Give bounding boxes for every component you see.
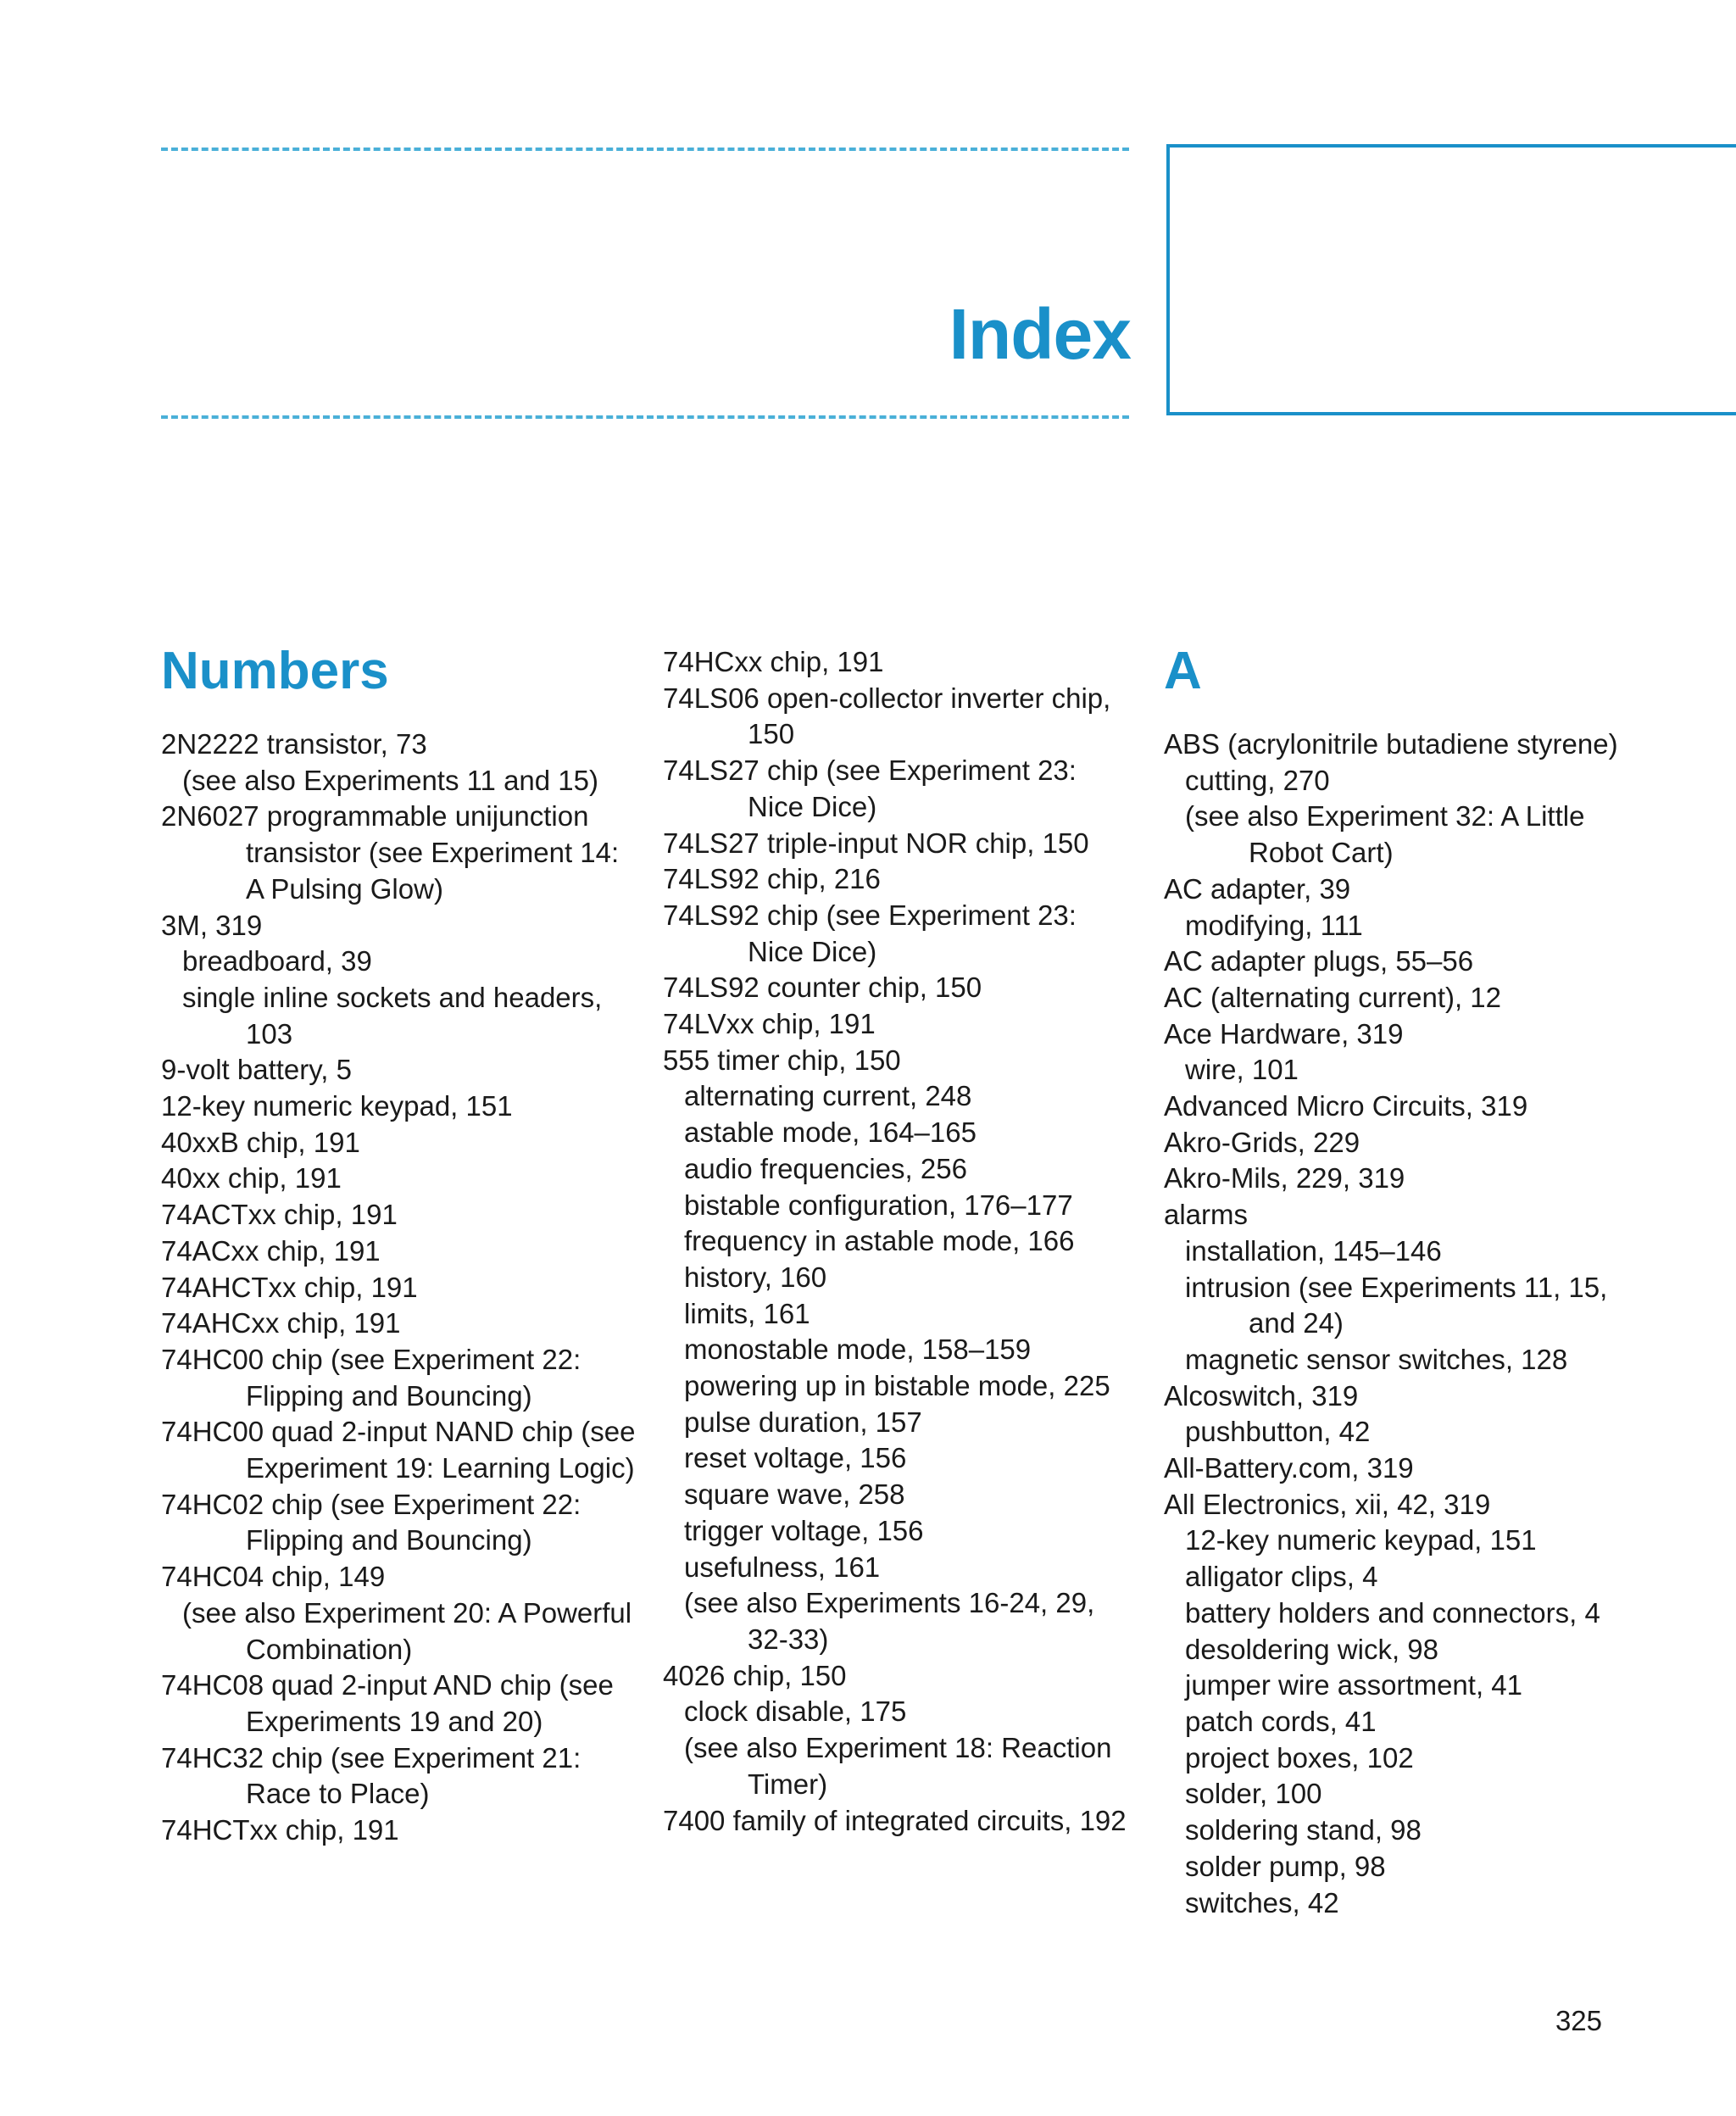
index-subentry: audio frequencies, 256: [684, 1152, 967, 1184]
index-entry: AC adapter plugs, 55–56: [1164, 945, 1474, 977]
index-entry: 74LS27 chip (see Experiment 23: Nice Dice): [663, 755, 1077, 822]
index-entry: 40xx chip, 191: [161, 1162, 342, 1194]
index-entry: 74ACTxx chip, 191: [161, 1199, 398, 1231]
index-subentry: magnetic sensor switches, 128: [1185, 1343, 1568, 1375]
index-subentry: soldering stand, 98: [1185, 1814, 1422, 1846]
index-subentry: square wave, 258: [684, 1478, 905, 1511]
entry-list: [663, 644, 1138, 1839]
index-entry: AC adapter, 39: [1164, 872, 1351, 905]
index-entry: 74LS92 counter chip, 150: [663, 972, 982, 1004]
index-entry: 74LS92 chip (see Experiment 23: Nice Dice): [663, 899, 1077, 967]
index-entry: 2N6027 programmable unijunction transistor (see Experiment 14: A Pulsing Glow): [161, 800, 620, 905]
index-subentry: pulse duration, 157: [684, 1406, 922, 1438]
index-subentry: alligator clips, 4: [1185, 1561, 1378, 1593]
index-subentry: solder pump, 98: [1185, 1850, 1386, 1882]
index-entry: Ace Hardware, 319: [1164, 1017, 1404, 1050]
index-entry: 74HC02 chip (see Experiment 22: Flipping and Bouncing): [161, 1488, 581, 1556]
index-entry: Akro-Grids, 229: [1164, 1126, 1360, 1158]
index-entry: 74HC32 chip (see Experiment 21: Race to Place): [161, 1741, 581, 1810]
index-entry: Alcoswitch, 319: [1164, 1379, 1359, 1412]
index-subentry: installation, 145–146: [1185, 1234, 1442, 1267]
entry-list: [1164, 727, 1655, 1921]
index-entry: 3M, 319: [161, 909, 263, 941]
index-subentry: (see also Experiment 18: Reaction Timer): [684, 1732, 1112, 1800]
page-number: 325: [1555, 2005, 1602, 2036]
index-entry: 4026 chip, 150: [663, 1659, 847, 1691]
index-entry: 2N2222 transistor, 73: [161, 728, 427, 760]
index-subentry: project boxes, 102: [1185, 1741, 1414, 1774]
index-subentry: history, 160: [684, 1261, 827, 1293]
index-entry: AC (alternating current), 12: [1164, 981, 1502, 1013]
index-subentry: clock disable, 175: [684, 1696, 907, 1728]
index-entry: All Electronics, xii, 42, 319: [1164, 1488, 1491, 1520]
index-subentry: monostable mode, 158–159: [684, 1334, 1032, 1366]
index-subentry: (see also Experiment 32: A Little Robot Cart): [1185, 800, 1585, 869]
index-subentry: patch cords, 41: [1185, 1705, 1377, 1737]
index-entry: 74LS92 chip, 216: [663, 863, 881, 895]
index-subentry: bistable configuration, 176–177: [684, 1189, 1073, 1221]
index-subentry: reset voltage, 156: [684, 1442, 907, 1474]
index-entry: Akro-Mils, 229, 319: [1164, 1162, 1405, 1194]
index-subentry: solder, 100: [1185, 1778, 1322, 1810]
entry-list: [161, 727, 636, 1849]
index-subentry: pushbutton, 42: [1185, 1416, 1371, 1448]
index-subentry: trigger voltage, 156: [684, 1514, 924, 1546]
index-entry: 74HC08 quad 2-input AND chip (see Experiments 19 and 20): [161, 1669, 614, 1737]
index-subentry: battery holders and connectors, 4: [1185, 1596, 1600, 1629]
index-subentry: limits, 161: [684, 1297, 810, 1329]
index-entry: 74HC00 quad 2-input NAND chip (see Experiment 19: Learning Logic): [161, 1416, 636, 1484]
index-subentry: powering up in bistable mode, 225: [684, 1370, 1110, 1402]
index-subentry: intrusion (see Experiments 11, 15, and 24): [1185, 1271, 1608, 1339]
index-entry: 74HC00 chip (see Experiment 22: Flipping and Bouncing): [161, 1343, 581, 1412]
index-entry: 74HCxx chip, 191: [663, 646, 884, 677]
index-subentry: (see also Experiment 20: A Powerful Combination): [182, 1596, 632, 1665]
index-subentry: 12-key numeric keypad, 151: [1185, 1524, 1537, 1556]
index-entry: 12-key numeric keypad, 151: [161, 1090, 513, 1122]
index-entry: 40xxB chip, 191: [161, 1126, 360, 1158]
index-subentry: alternating current, 248: [684, 1080, 972, 1112]
index-subentry: (see also Experiments 11 and 15): [182, 764, 598, 796]
index-column-a: [1164, 640, 1655, 1921]
index-entry: Advanced Micro Circuits, 319: [1164, 1090, 1528, 1122]
title-frame: [1166, 144, 1736, 415]
index-entry: ABS (acrylonitrile butadiene styrene): [1164, 728, 1618, 760]
index-subentry: (see also Experiments 16-24, 29, 32-33): [684, 1587, 1095, 1655]
index-subentry: switches, 42: [1185, 1886, 1339, 1918]
index-entry: 74ACxx chip, 191: [161, 1234, 381, 1267]
index-entry: 7400 family of integrated circuits, 192: [663, 1804, 1127, 1836]
index-entry: 9-volt battery, 5: [161, 1054, 352, 1086]
index-entry: alarms: [1164, 1199, 1249, 1231]
top-dashed-rule: [161, 148, 1129, 151]
index-entry: 74AHCxx chip, 191: [161, 1307, 401, 1339]
index-entry: All-Battery.com, 319: [1164, 1452, 1414, 1484]
section-heading-numbers: Numbers: [161, 642, 389, 700]
index-entry: 74HC04 chip, 149: [161, 1561, 386, 1593]
index-entry: 74AHCTxx chip, 191: [161, 1271, 418, 1303]
index-column-numbers-continued: [663, 644, 1138, 1839]
index-entry: 555 timer chip, 150: [663, 1044, 901, 1076]
index-subentry: astable mode, 164–165: [684, 1116, 976, 1149]
index-entry: 74LS06 open-collector inverter chip, 150: [663, 682, 1111, 750]
index-subentry: single inline sockets and headers, 103: [182, 981, 603, 1050]
bottom-dashed-rule: [161, 415, 1129, 419]
section-heading-a: A: [1164, 642, 1202, 700]
index-subentry: frequency in astable mode, 166: [684, 1225, 1075, 1257]
index-subentry: cutting, 270: [1185, 764, 1330, 796]
index-subentry: desoldering wick, 98: [1185, 1633, 1438, 1665]
page-title: Index: [949, 294, 1131, 374]
index-subentry: modifying, 111: [1185, 909, 1363, 941]
index-column-numbers: [161, 640, 636, 1849]
index-subentry: jumper wire assortment, 41: [1185, 1669, 1522, 1701]
index-entry: 74LS27 triple-input NOR chip, 150: [663, 827, 1089, 859]
index-entry: 74LVxx chip, 191: [663, 1008, 876, 1040]
index-subentry: usefulness, 161: [684, 1551, 881, 1583]
index-subentry: breadboard, 39: [182, 945, 372, 977]
index-subentry: wire, 101: [1185, 1054, 1299, 1086]
index-entry: 74HCTxx chip, 191: [161, 1814, 399, 1846]
